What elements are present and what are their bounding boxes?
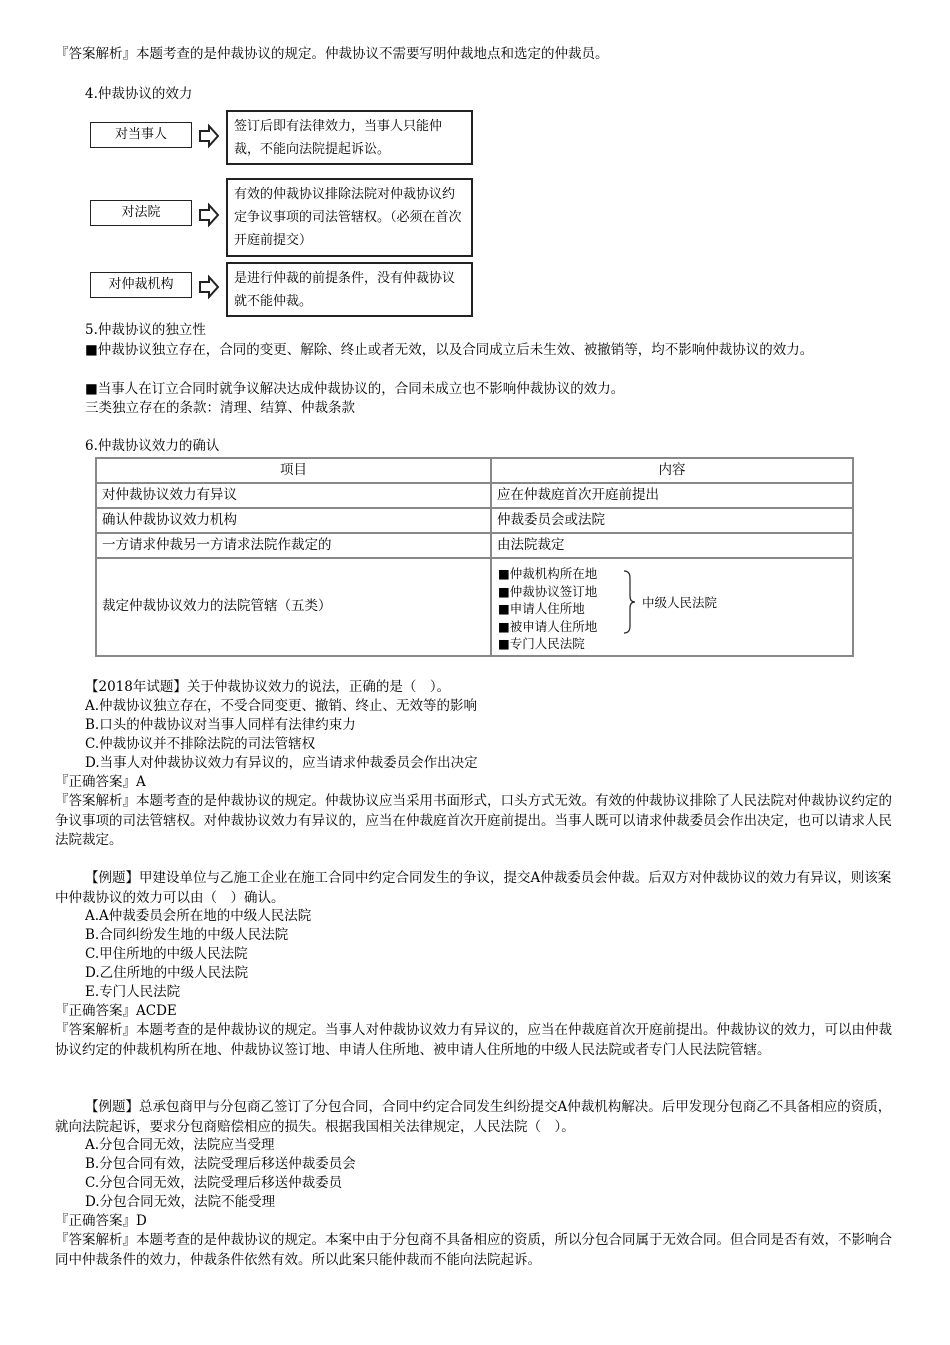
table-cell: 一方请求仲裁另一方请求法院作裁定的 [96,533,491,558]
table-cell: 裁定仲裁协议效力的法院管辖（五类） [96,558,491,656]
q3-option-a: A.分包合同无效，法院应当受理 [85,1137,275,1153]
q3-answer: 『正确答案』D [55,1213,147,1229]
label-box-court: 对法院 [90,200,192,226]
independence-bullet-2: ■当事人在订立合同时就争议解决达成仲裁协议的，合同未成立也不影响仲裁协议的效力。 [85,381,625,397]
table-row [96,483,853,508]
q3-analysis: 『答案解析』本题考查的是仲裁协议的规定。本案中由于分包商不具备相应的资质，所以分包合同属于无效合同。但合同是否有效，不影响合同中仲裁条件的效力，仲裁条件依然有效。所以此案只能仲裁而不能向法院起诉。 [55,1232,892,1268]
independence-clauses: 三类独立存在的条款：清理、结算、仲裁条款 [85,400,355,416]
q1-answer: 『正确答案』A [55,774,146,790]
court-item: ■仲裁协议签订地 [498,583,598,599]
q1-option-c: C.仲裁协议并不排除法院的司法管辖权 [85,736,316,752]
q1-option-a: A.仲裁协议独立存在，不受合同变更、撤销、终止、无效等的影响 [85,698,478,714]
independence-bullet-1: ■仲裁协议独立存在，合同的变更、解除、终止或者无效，以及合同成立后未生效、被撤销等，均不影响仲裁协议的效力。 [85,342,814,358]
q3-stem: 【例题】总承包商甲与分包商乙签订了分包合同，合同中约定合同发生纠纷提交A仲裁机构解决。后甲发现分包商乙不具备相应的资质，就向法院起诉，要求分包商赔偿相应的损失。根据我国相关法律规定，人民法院（ ）。 [55,1099,892,1135]
label-box-parties: 对当事人 [90,122,192,148]
q2-stem: 【例题】甲建设单位与乙施工企业在施工合同中约定合同发生的争议，提交A仲裁委员会仲裁。后双方对仲裁协议的效力有异议，则该案中仲裁协议的效力可以由（ ）确认。 [55,870,892,906]
q3-option-d: D.分包合同无效，法院不能受理 [85,1194,276,1210]
table-row [96,508,853,533]
q1-analysis: 『答案解析』本题考查的是仲裁协议的规定。仲裁协议应当采用书面形式，口头方式无效。有效的仲裁协议排除了人民法院对仲裁协议约定的争议事项的司法管辖权。对仲裁协议效力有异议的，应当在仲裁庭首次开庭前提出。当事人既可以请求仲裁委员会作出决定，也可以请求人民法院裁定。 [55,793,892,848]
table-cell: 对仲裁协议效力有异议 [96,483,491,508]
right-arrow-icon [198,203,220,227]
section-6-title: 6.仲裁协议效力的确认 [85,438,220,454]
right-brace-icon [622,570,636,634]
q2-option-a: A.A仲裁委员会所在地的中级人民法院 [85,908,312,924]
right-arrow-icon [198,275,220,299]
q2-answer: 『正确答案』ACDE [55,1003,177,1019]
q2-option-e: E.专门人民法院 [85,984,181,1000]
table-cell: 确认仲裁协议效力机构 [96,508,491,533]
table-cell: 仲裁委员会或法院 [491,508,853,533]
court-item: ■申请人住所地 [498,601,585,616]
q1-stem: 【2018年试题】关于仲裁协议效力的说法，正确的是（ ）。 [85,679,451,695]
effect-box-court: 有效的仲裁协议排除法院对仲裁协议约定争议事项的司法管辖权。（必须在首次开庭前提交） [226,178,473,257]
section-4-title: 4.仲裁协议的效力 [85,86,193,102]
court-level: 中级人民法院 [642,595,718,610]
table-row [96,558,853,656]
table-header-item: 项目 [96,458,491,483]
table-row [96,533,853,558]
q1-option-b: B.口头的仲裁协议对当事人同样有法律约束力 [85,717,356,733]
q3-option-b: B.分包合同有效，法院受理后移送仲裁委员会 [85,1156,356,1172]
table-cell: 由法院裁定 [491,533,853,558]
court-list [498,565,597,653]
court-item: ■仲裁机构所在地 [498,566,598,581]
effect-box-parties: 签订后即有法律效力，当事人只能仲裁，不能向法院提起诉讼。 [226,110,473,165]
q1-option-d: D.当事人对仲裁协议效力有异议的，应当请求仲裁委员会作出决定 [85,755,478,771]
table-header-row [96,458,853,483]
table-cell: 应在仲裁庭首次开庭前提出 [491,483,853,508]
q2-option-b: B.合同纠纷发生地的中级人民法院 [85,927,289,943]
top-answer-analysis: 『答案解析』本题考查的是仲裁协议的规定。仲裁协议不需要写明仲裁地点和选定的仲裁员。 [55,46,609,62]
q2-option-d: D.乙住所地的中级人民法院 [85,965,249,981]
table-header-content: 内容 [491,458,853,483]
q2-option-c: C.甲住所地的中级人民法院 [85,946,248,962]
court-list-cell [491,558,853,656]
right-arrow-icon [198,124,220,148]
court-item: ■专门人民法院 [498,636,585,651]
confirmation-table [95,457,854,657]
section-5-title: 5.仲裁协议的独立性 [85,322,206,338]
label-box-institution: 对仲裁机构 [90,272,192,298]
q3-option-c: C.分包合同无效，法院受理后移送仲裁委员 [85,1175,343,1191]
effect-box-institution: 是进行仲裁的前提条件，没有仲裁协议就不能仲裁。 [226,262,473,317]
court-item: ■被申请人住所地 [498,618,598,634]
q2-analysis: 『答案解析』本题考查的是仲裁协议的规定。当事人对仲裁协议效力有异议的，应当在仲裁庭首次开庭前提出。仲裁协议的效力，可以由仲裁协议约定的仲裁机构所在地、仲裁协议签订地、申请人住所地、被申请人住所地的中级人民法院或者专门人民法院管辖。 [55,1022,892,1058]
